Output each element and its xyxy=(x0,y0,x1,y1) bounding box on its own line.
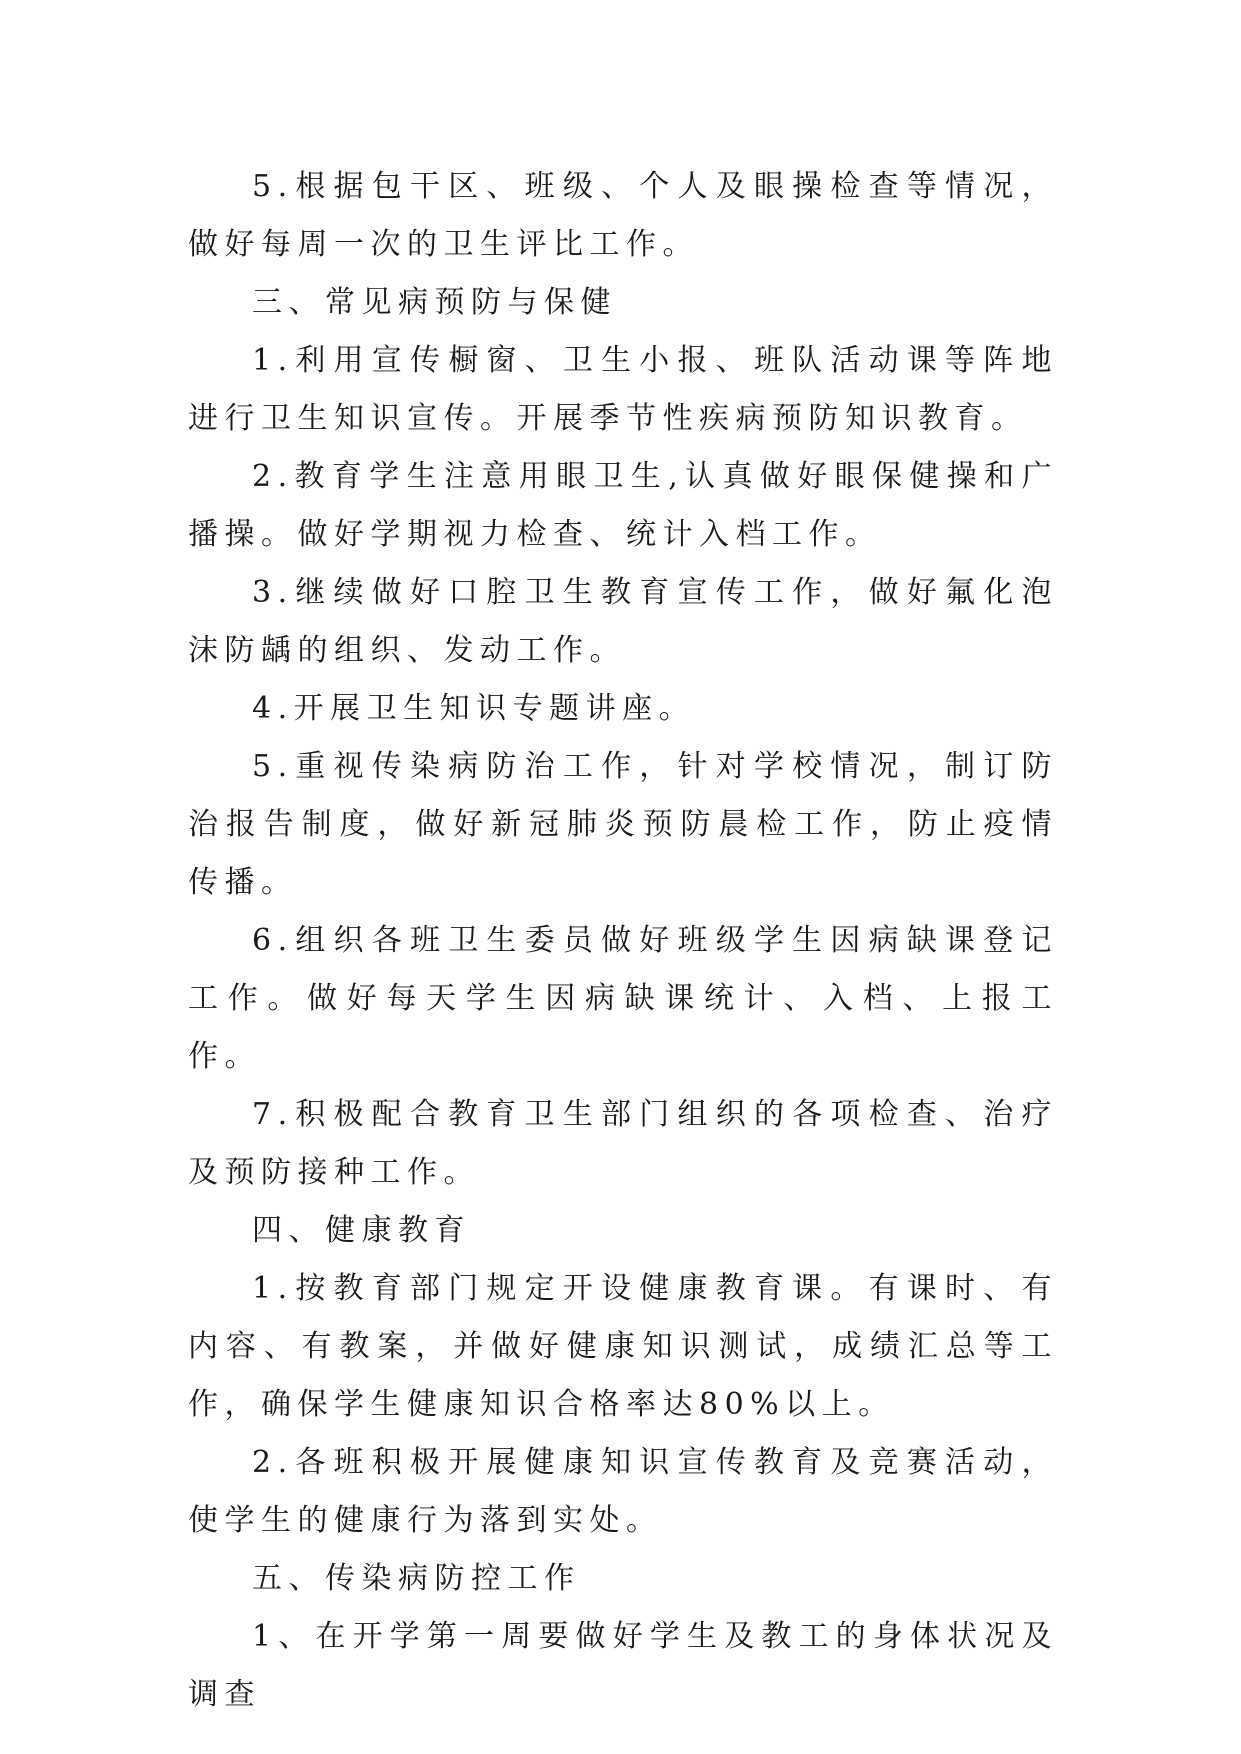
paragraph-item-3-oral-health: 3.继续做好口腔卫生教育宣传工作，做好氟化泡沫防龋的组织、发动工作。 xyxy=(188,575,1058,668)
paragraph-item-6-absence-registration: 6.组织各班卫生委员做好班级学生因病缺课登记工作。做好每天学生因病缺课统计、入档、上报工作。 xyxy=(188,923,1058,1074)
paragraph-item-7-vaccination: 7.积极配合教育卫生部门组织的各项检查、治疗及预防接种工作。 xyxy=(188,1097,1058,1190)
section-heading-health-education: 四、健康教育 xyxy=(252,1213,471,1248)
paragraph-item-2-competition: 2.各班积极开展健康知识宣传教育及竞赛活动，使学生的健康行为落到实处。 xyxy=(188,1445,1058,1538)
paragraph-item-1-publicity: 1.利用宣传橱窗、卫生小报、班队活动课等阵地进行卫生知识宣传。开展季节性疾病预防知识教育。 xyxy=(188,343,1058,436)
section-heading-disease-prevention: 三、常见病预防与保健 xyxy=(252,285,617,320)
paragraph-item-1-first-week-survey: 1、在开学第一周要做好学生及教工的身体状况及调查 xyxy=(188,1619,1058,1712)
document-body xyxy=(188,158,1058,1724)
paragraph-item-4-lectures: 4.开展卫生知识专题讲座。 xyxy=(252,691,696,726)
paragraph-item-5-rating: 5.根据包干区、班级、个人及眼操检查等情况，做好每周一次的卫生评比工作。 xyxy=(188,169,1058,262)
paragraph-item-5-infectious-disease: 5.重视传染病防治工作，针对学校情况，制订防治报告制度，做好新冠肺炎预防晨检工作，防止疫情传播。 xyxy=(188,749,1058,900)
section-heading-infectious-control: 五、传染病防控工作 xyxy=(252,1561,581,1596)
paragraph-item-1-health-course: 1.按教育部门规定开设健康教育课。有课时、有内容、有教案，并做好健康知识测试，成绩汇总等工作，确保学生健康知识合格率达80%以上。 xyxy=(188,1271,1058,1422)
paragraph-item-2-eye-health: 2.教育学生注意用眼卫生,认真做好眼保健操和广播操。做好学期视力检查、统计入档工作。 xyxy=(188,459,1058,552)
